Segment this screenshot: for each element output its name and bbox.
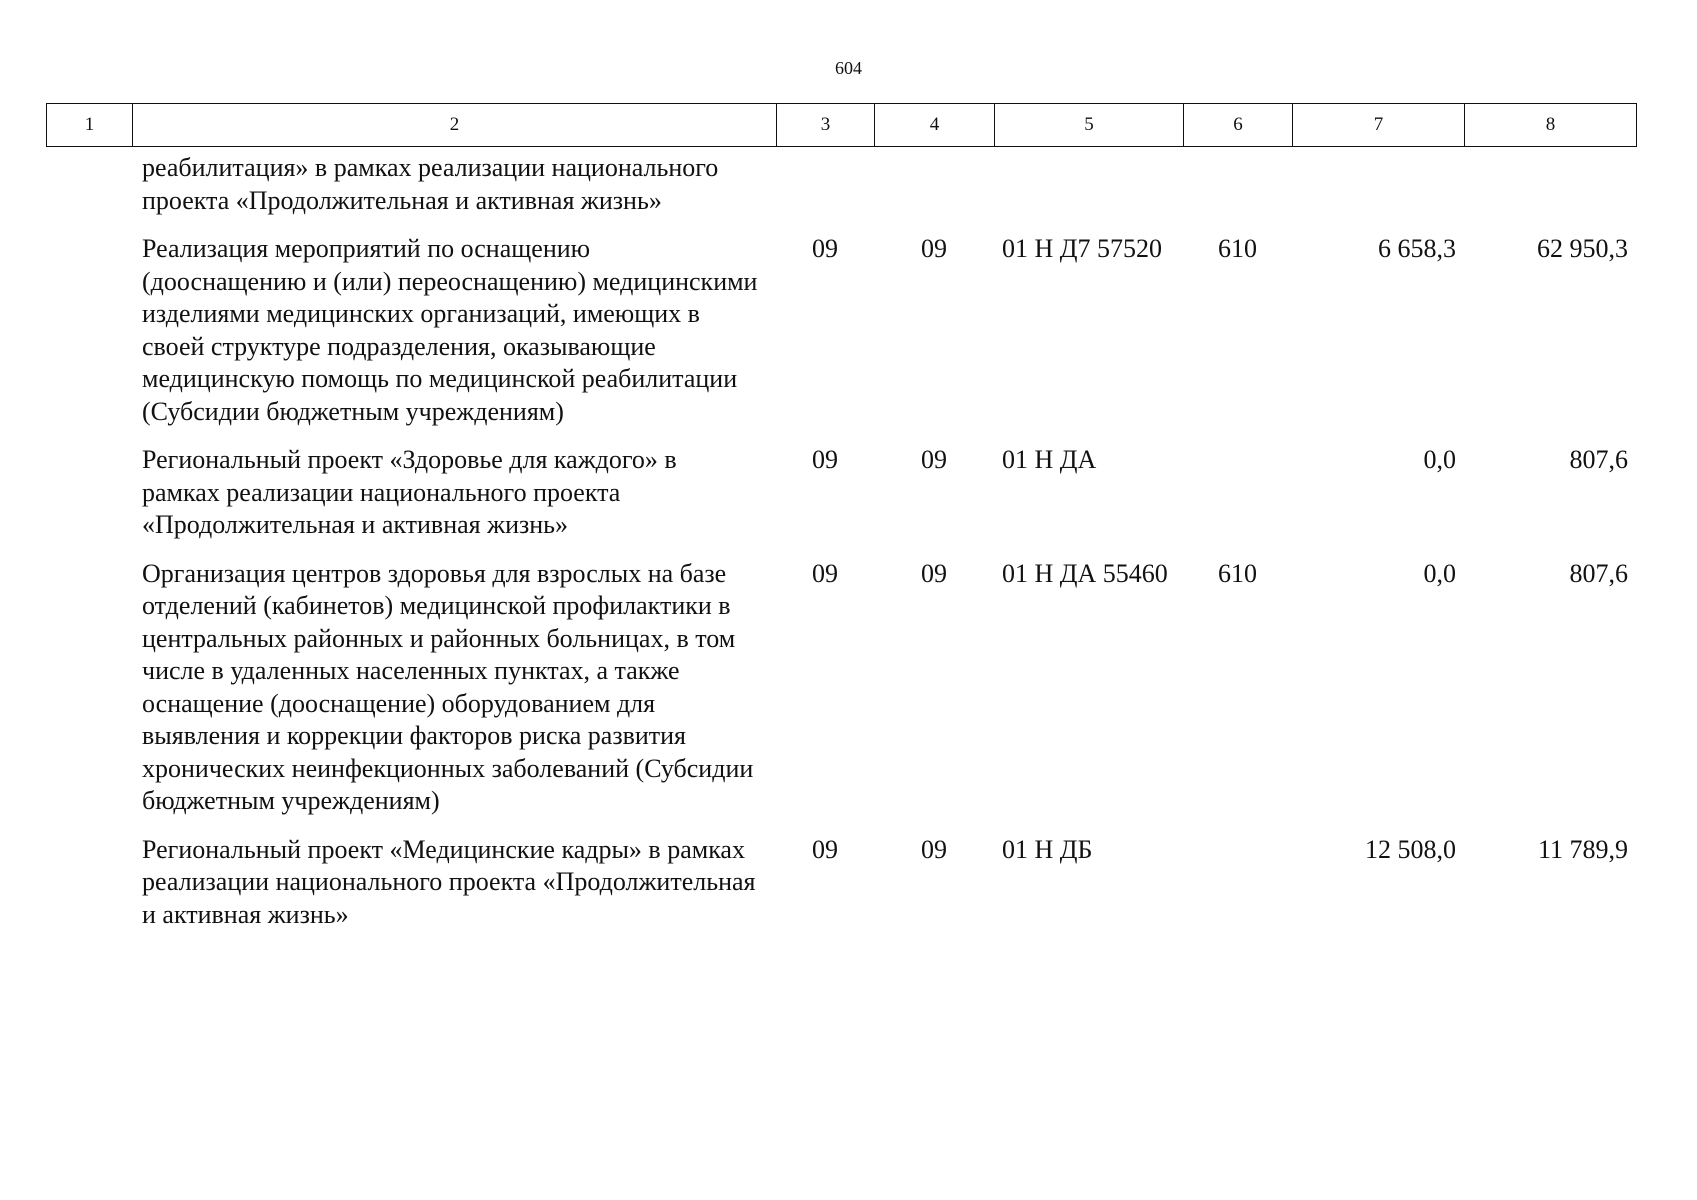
row-pr: [874, 152, 994, 217]
row-csr: 01 Н ДБ: [1002, 834, 1093, 864]
row-sum-2025: 807,6: [1569, 445, 1628, 474]
header-col-4: 4: [875, 104, 995, 147]
table-header: [46, 103, 1637, 147]
row-pr: 09: [921, 234, 947, 263]
row-rz: 09: [812, 445, 838, 474]
table-row: [46, 818, 1636, 932]
row-name: Организация центров здоровья для взрослых на базе отделений (кабинетов) медицинской профилактики в центральных районных и районных больницах, в том числе в удаленных населенных пунктах, а также оснащение (дооснащение) оборудованием для выявления и коррекции факторов риска развития хронических неинфекционных заболеваний (Субсидии бюджетным учреждениям): [142, 558, 754, 815]
row-vr: [1183, 152, 1292, 217]
row-rz: 09: [812, 234, 838, 263]
row-csr: 01 Н Д7 57520: [1002, 234, 1163, 263]
row-sum-2025: 62 950,3: [1537, 234, 1628, 263]
row-col1: [46, 152, 132, 217]
row-sum-2024: 0,0: [1423, 558, 1456, 588]
row-name: Реализация мероприятий по оснащению (дооснащению и (или) переоснащению) медицинскими изделиями медицинских организаций, имеющих в своей структуре подразделения, оказывающие медицинскую помощь по медицинской реабилитации (Субсидии бюджетным учреждениям): [142, 234, 758, 426]
row-pr: 09: [921, 558, 947, 588]
row-name: реабилитация» в рамках реализации национального проекта «Продолжительная и активная жизнь»: [142, 153, 719, 215]
table-row: [46, 428, 1636, 542]
row-sum-2024: 12 508,0: [1365, 834, 1456, 864]
row-csr: 01 Н ДА: [1002, 445, 1097, 474]
row-csr: 01 Н ДА 55460: [1002, 558, 1168, 588]
row-vr: 610: [1218, 234, 1257, 263]
row-name: Региональный проект «Медицинские кадры» в рамках реализации национального проекта «Продолжительная и активная жизнь»: [142, 834, 756, 929]
header-col-8: 8: [1465, 104, 1637, 147]
row-pr: 09: [921, 834, 947, 864]
row-pr: 09: [921, 445, 947, 474]
row-vr: [1183, 818, 1292, 932]
row-sum-2024: 0,0: [1423, 445, 1456, 474]
row-name: Региональный проект «Здоровье для каждого» в рамках реализации национального проекта «Продолжительная и активная жизнь»: [142, 445, 677, 539]
table-row: [46, 152, 1636, 217]
row-sum-2025: 807,6: [1569, 558, 1628, 588]
row-sum-2024: [1292, 152, 1464, 217]
row-vr: 610: [1218, 558, 1257, 588]
header-col-7: 7: [1293, 104, 1465, 147]
table-row: [46, 542, 1636, 818]
header-col-5: 5: [995, 104, 1184, 147]
row-rz: 09: [812, 834, 838, 864]
row-sum-2025: 11 789,9: [1537, 834, 1628, 864]
row-col1: [46, 542, 132, 818]
row-sum-2024: 6 658,3: [1378, 234, 1456, 263]
header-col-3: 3: [777, 104, 875, 147]
header-col-2: 2: [133, 104, 777, 147]
row-rz: 09: [812, 558, 838, 588]
row-csr: [994, 152, 1183, 217]
header-col-1: 1: [47, 104, 133, 147]
table-row: [46, 217, 1636, 428]
header-col-6: 6: [1184, 104, 1293, 147]
row-rz: [776, 152, 874, 217]
row-col1: [46, 428, 132, 542]
page-number: 604: [835, 58, 862, 78]
table-body: [46, 152, 1636, 931]
row-vr: [1183, 428, 1292, 542]
row-col1: [46, 818, 132, 932]
row-col1: [46, 217, 132, 428]
row-sum-2025: [1464, 152, 1636, 217]
